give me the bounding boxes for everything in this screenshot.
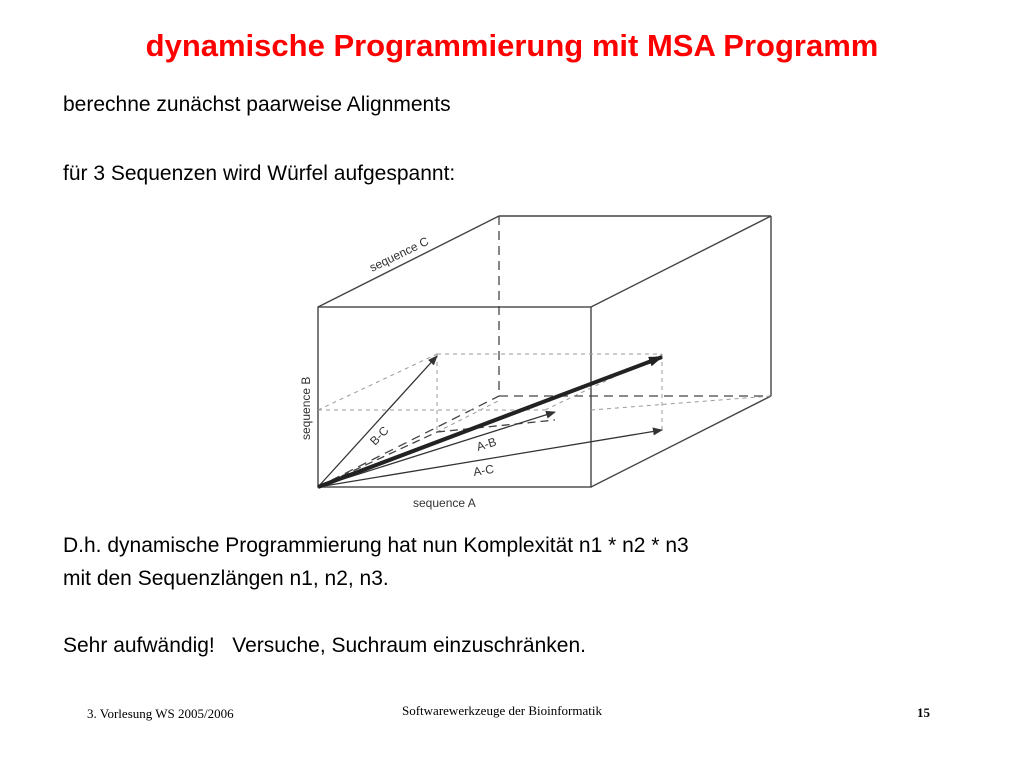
text-line-cube: für 3 Sequenzen wird Würfel aufgespannt: — [63, 162, 456, 185]
arrow-bc — [318, 356, 437, 487]
text-line-pairwise: berechne zunächst paarweise Alignments — [63, 93, 451, 116]
inner-box-edge-5 — [591, 396, 771, 410]
label-ab: A-B — [474, 434, 499, 454]
label-sequence-b: sequence B — [299, 376, 313, 440]
arrow-ab — [318, 412, 555, 487]
label-ac: A-C — [472, 461, 495, 479]
text-line-search-space: Sehr aufwändig! Versuche, Suchraum einzuschränken. — [63, 634, 586, 657]
slide-title: dynamische Programmierung mit MSA Programm — [145, 28, 879, 63]
footer-course: Softwarewerkzeuge der Bioinformatik — [402, 703, 602, 718]
footer-page-number: 15 — [917, 705, 930, 720]
label-sequence-c: sequence C — [367, 234, 431, 275]
footer-lecture: 3. Vorlesung WS 2005/2006 — [87, 706, 234, 721]
label-bc: B-C — [367, 423, 392, 449]
cube-front-face — [318, 307, 591, 487]
cube-edge-top-left — [318, 216, 499, 307]
label-sequence-a: sequence A — [413, 496, 476, 510]
text-line-lengths: mit den Sequenzlängen n1, n2, n3. — [63, 567, 389, 590]
cube-edge-bottom-right — [591, 396, 771, 487]
text-line-complexity: D.h. dynamische Programmierung hat nun Komplexität n1 * n2 * n3 — [63, 534, 689, 557]
inner-box-edges — [318, 354, 771, 432]
inner-box-edge-1 — [318, 354, 437, 410]
cube-edge-top-right — [591, 216, 771, 307]
